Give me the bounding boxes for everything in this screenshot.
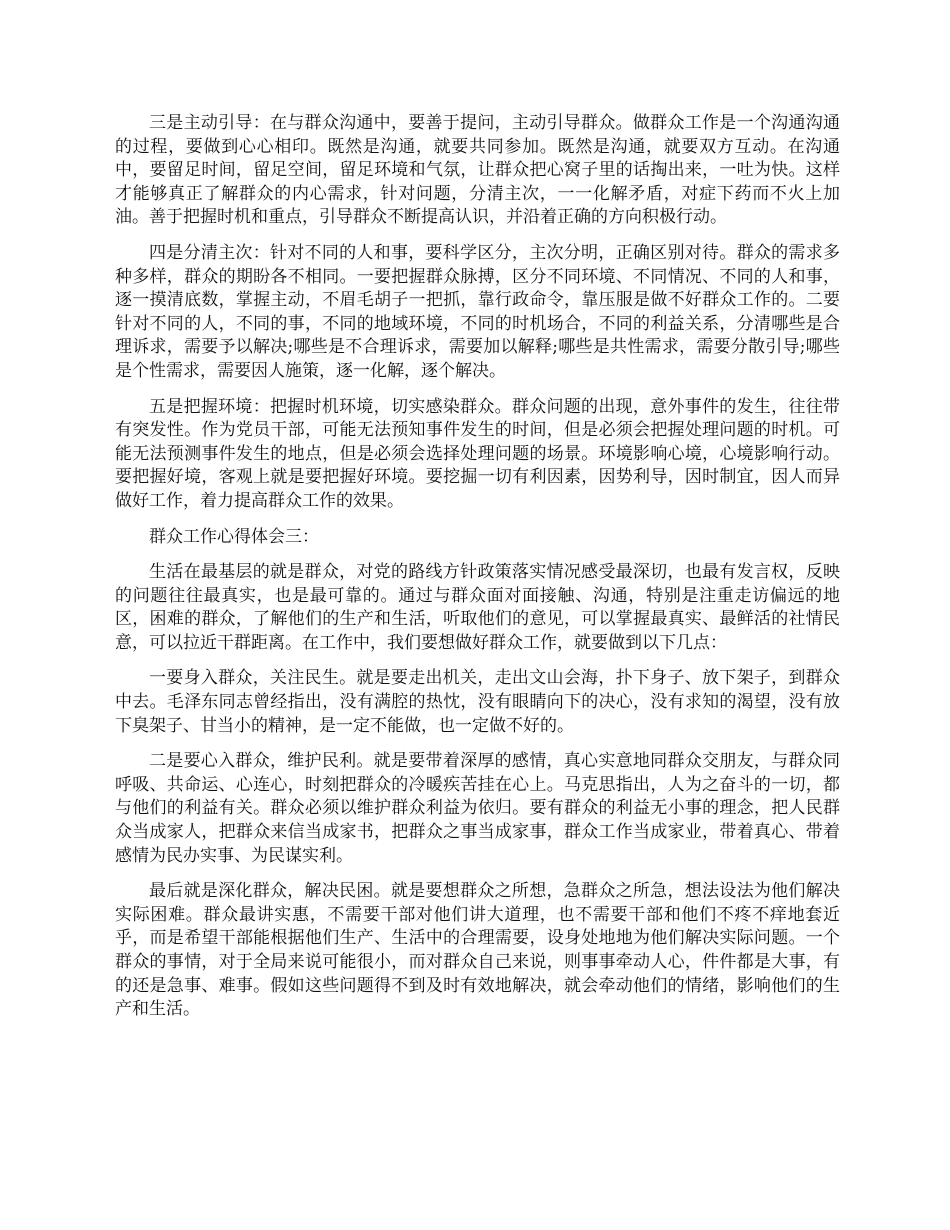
paragraph-principle-three: 三是主动引导：在与群众沟通中，要善于提问，主动引导群众。做群众工作是一个沟通沟通的过程，要做到心心相印。既然是沟通，就要共同参加。既然是沟通，就要双方互动。在沟通中，要留足时间，留足空间，留足环境和气氛，让群众把心窝子里的话掏出来，一吐为快。这样才能够真正了解群众的内心需求，针对问题，分清主次，一一化解矛盾，对症下药而不火上加油。善于把握时机和重点，引导群众不断提高认识，并沿着正确的方向积极行动。 [115,113,840,228]
paragraph-point-one: 一要身入群众，关注民生。就是要走出机关，走出文山会海，扑下身子、放下架子，到群众中去。毛泽东同志曾经指出，没有满腔的热忱，没有眼睛向下的决心，没有求知的渴望，没有放下臭架子、甘当小的精神，是一定不能做，也一定做不好的。 [115,668,840,736]
section-heading: 群众工作心得体会三： [149,526,319,547]
paragraph-intro: 生活在最基层的就是群众，对党的路线方针政策落实情况感受最深切，也最有发言权，反映的问题往往最真实，也是最可靠的。通过与群众面对面接触、沟通，特别是注重走访偏远的地区，困难的群众，了解他们的生产和生活，听取他们的意见，可以掌握最真实、最鲜活的社情民意，可以拉近干群距离。在工作中，我们要想做好群众工作，就要做到以下几点： [115,562,840,653]
paragraph-point-two: 二是要心入群众，维护民利。就是要带着深厚的感情，真心实意地同群众交朋友，与群众同呼吸、共命运、心连心，时刻把群众的冷暖疾苦挂在心上。马克思指出，人为之奋斗的一切，都与他们的利益有关。群众必须以维护群众利益为依归。要有群众的利益无小事的理念，把人民群众当成家人，把群众来信当成家书，把群众之事当成家事，群众工作当成家业，带着真心、带着感情为民办实事、为民谋实利。 [115,751,840,866]
paragraph-principle-five: 五是把握环境：把握时机环境，切实感染群众。群众问题的出现，意外事件的发生，往往带有突发性。作为党员干部，可能无法预知事件发生的时间，但是必须会把握处理问题的时机。可能无法预测事件发生的地点，但是必须会选择处理问题的场景。环境影响心境，心境影响行动。要把握好境，客观上就是要把握好环境。要挖掘一切有利因素，因势利导，因时制宜，因人而异做好工作，着力提高群众工作的效果。 [115,396,840,511]
document-body [115,112,840,1034]
paragraph-principle-four: 四是分清主次：针对不同的人和事，要科学区分，主次分明，正确区别对待。群众的需求多种多样，群众的期盼各不相同。一要把握群众脉搏，区分不同环境、不同情况、不同的人和事，逐一摸清底数，掌握主动，不眉毛胡子一把抓，靠行政命令，靠压服是做不好群众工作的。二要针对不同的人，不同的事，不同的地域环境，不同的时机场合，不同的利益关系，分清哪些是合理诉求，需要予以解决;哪些是不合理诉求，需要加以解释;哪些是共性需求，需要分散引导;哪些是个性需求，需要因人施策，逐一化解，逐个解决。 [115,242,840,381]
paragraph-point-last: 最后就是深化群众，解决民困。就是要想群众之所想，急群众之所急，想法设法为他们解决实际困难。群众最讲实惠，不需要干部对他们讲大道理，也不需要干部和他们不疼不痒地套近乎，而是希望干部能根据他们生产、生活中的合理需要，设身处地地为他们解决实际问题。一个群众的事情，对于全局来说可能很小，而对群众自己来说，则事事牵动人心，件件都是大事，有的还是急事、难事。假如这些问题得不到及时有效地解决，就会牵动他们的情绪，影响他们的生产和生活。 [115,881,840,1020]
